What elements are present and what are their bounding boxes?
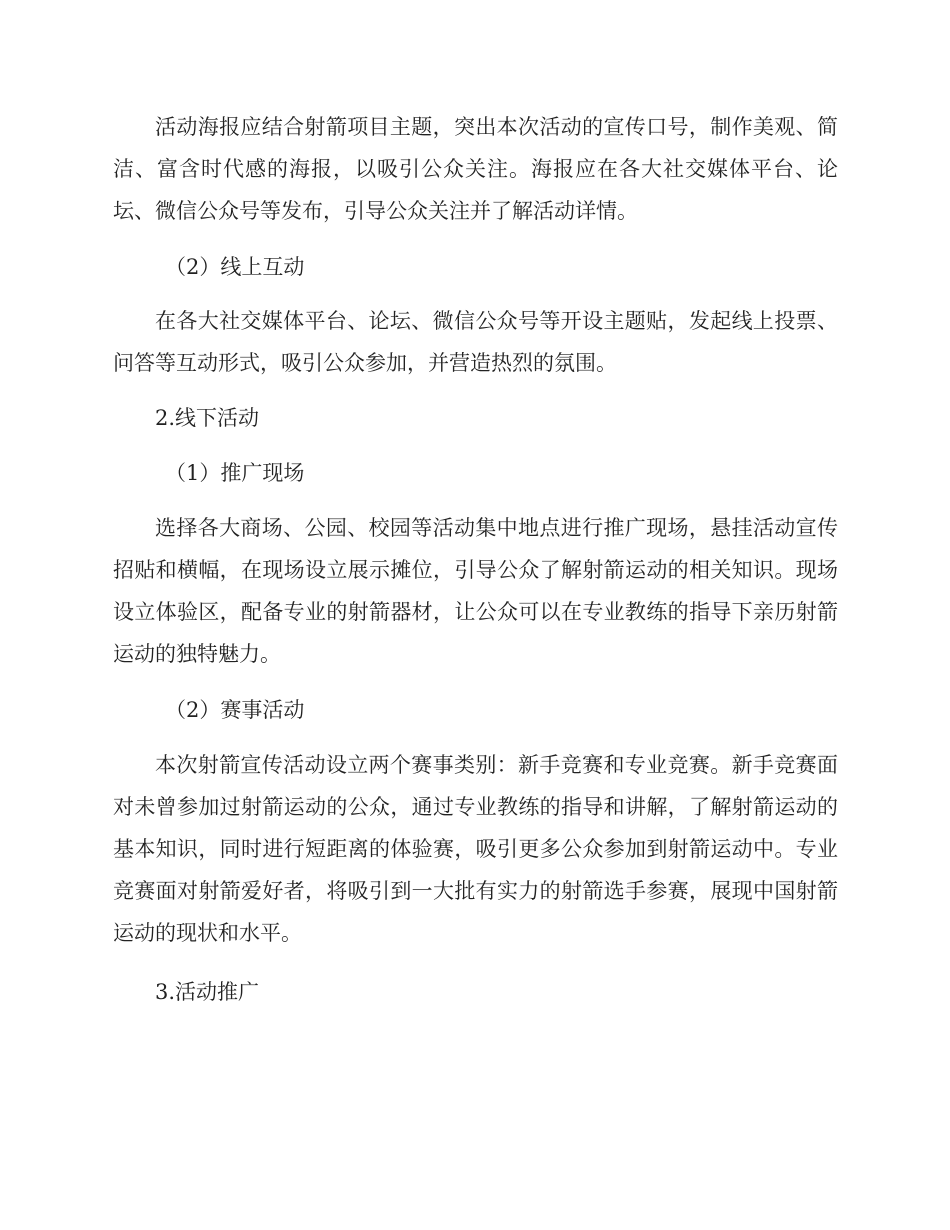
heading-online-interaction: （2）线上互动 bbox=[165, 255, 305, 279]
paragraph-poster: 活动海报应结合射箭项目主题，突出本次活动的宣传口号，制作美观、简洁、富含时代感的海报，以吸引公众关注。海报应在各大社交媒体平台、论坛、微信公众号等发布，引导公众关注并了解活动详情。 bbox=[113, 115, 838, 223]
paragraph-online-interaction: 在各大社交媒体平台、论坛、微信公众号等开设主题贴，发起线上投票、问答等互动形式，吸引公众参加，并营造热烈的氛围。 bbox=[113, 309, 838, 375]
heading-promotion-site: （1）推广现场 bbox=[165, 461, 305, 485]
heading-offline-activities: 2.线下活动 bbox=[155, 406, 260, 430]
heading-competition: （2）赛事活动 bbox=[165, 698, 305, 722]
heading-promotion: 3.活动推广 bbox=[155, 980, 260, 1004]
paragraph-competition: 本次射箭宣传活动设立两个赛事类别：新手竞赛和专业竞赛。新手竞赛面对未曾参加过射箭运动的公众，通过专业教练的指导和讲解，了解射箭运动的基本知识，同时进行短距离的体验赛，吸引更多公众参加到射箭运动中。专业竞赛面对射箭爱好者，将吸引到一大批有实力的射箭选手参赛，展现中国射箭运动的现状和水平。 bbox=[113, 753, 838, 945]
paragraph-promotion-site: 选择各大商场、公园、校园等活动集中地点进行推广现场，悬挂活动宣传招贴和横幅，在现场设立展示摊位，引导公众了解射箭运动的相关知识。现场设立体验区，配备专业的射箭器材，让公众可以在专业教练的指导下亲历射箭运动的独特魅力。 bbox=[113, 516, 838, 666]
